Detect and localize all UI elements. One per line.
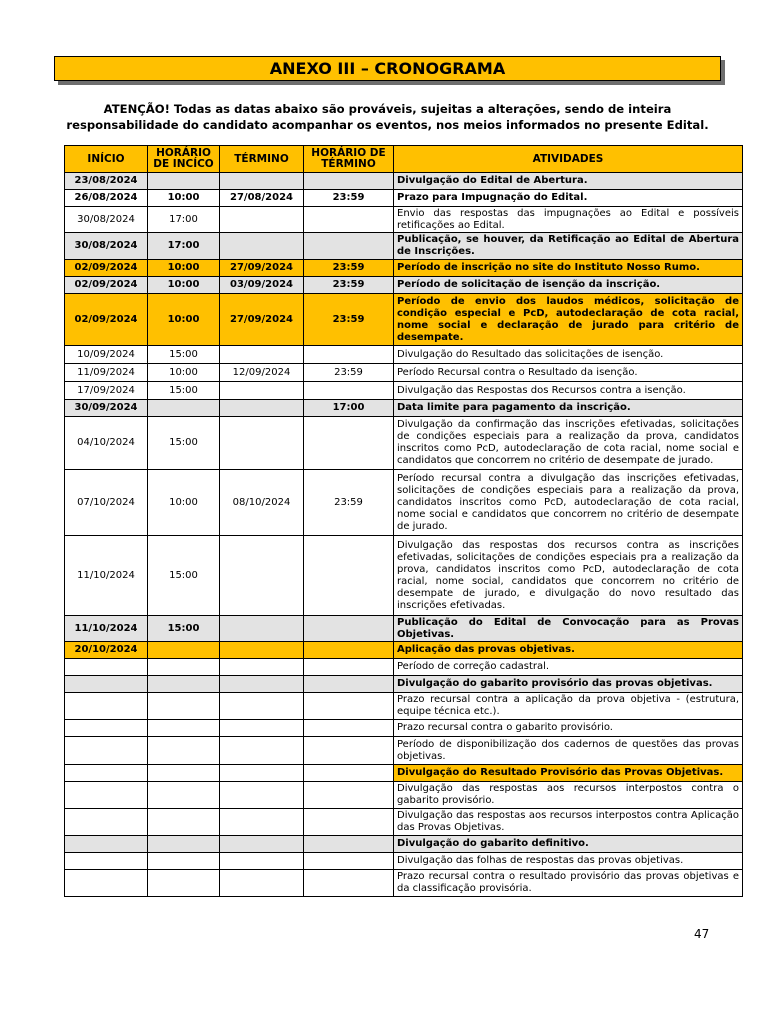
cell-horario-termino [304, 233, 394, 260]
cell-horario-termino [304, 382, 394, 400]
cell-atividade: Divulgação das respostas aos recursos interpostos contra o gabarito provisório. [394, 782, 743, 809]
table-row [65, 173, 743, 190]
cell-horario-inicio: 10:00 [148, 470, 220, 536]
cell-termino [220, 207, 304, 233]
cell-horario-termino: 23:59 [304, 364, 394, 382]
cell-inicio: 11/09/2024 [65, 364, 148, 382]
cell-termino [220, 693, 304, 720]
cell-termino [220, 836, 304, 853]
cell-atividade: Publicação do Edital de Convocação para as Provas Objetivas. [394, 616, 743, 642]
header-atividades: ATIVIDADES [394, 146, 743, 173]
cell-termino: 27/09/2024 [220, 294, 304, 346]
cell-termino [220, 676, 304, 693]
cell-inicio: 26/08/2024 [65, 190, 148, 207]
table-row [65, 207, 743, 233]
table-row [65, 836, 743, 853]
cell-inicio: 30/09/2024 [65, 400, 148, 417]
cell-horario-inicio [148, 173, 220, 190]
table-row [65, 260, 743, 277]
cell-inicio: 11/10/2024 [65, 616, 148, 642]
cell-atividade: Publicação, se houver, da Retificação ao Edital de Abertura de Inscrições. [394, 233, 743, 260]
cell-inicio [65, 737, 148, 765]
cell-atividade: Divulgação do gabarito definitivo. [394, 836, 743, 853]
cell-horario-termino [304, 765, 394, 782]
cell-atividade: Período de correção cadastral. [394, 659, 743, 676]
header-horario-termino: HORÁRIO DE TÉRMINO [304, 146, 394, 173]
cell-termino [220, 782, 304, 809]
cell-inicio [65, 782, 148, 809]
cell-horario-termino [304, 737, 394, 765]
cell-termino: 03/09/2024 [220, 277, 304, 294]
cell-horario-inicio: 15:00 [148, 346, 220, 364]
cell-termino [220, 173, 304, 190]
cell-atividade: Divulgação das folhas de respostas das provas objetivas. [394, 853, 743, 870]
cell-inicio [65, 693, 148, 720]
cell-atividade: Divulgação da confirmação das inscrições efetivadas, solicitações de condições especiais para a realização da prova, candidatos inscritos como PcD, autodeclaração de cota racial, nome social e candidatos que concorrem no critério de desempate de jurado. [394, 417, 743, 470]
cell-horario-inicio: 10:00 [148, 260, 220, 277]
cell-atividade: Divulgação do Resultado das solicitações de isenção. [394, 346, 743, 364]
cell-horario-inicio: 15:00 [148, 382, 220, 400]
cell-atividade: Divulgação das respostas dos recursos contra as inscrições efetivadas, solicitações de condições especiais pra a realização da prova, candidatos inscritos como PcD, autodeclaração de cota racial, nome social, candidatos que concorrem no critério de desempate de jurado, e divulgação do novo resultado das inscrições efetivadas. [394, 536, 743, 616]
table-row [65, 346, 743, 364]
cell-inicio: 02/09/2024 [65, 260, 148, 277]
table-row [65, 400, 743, 417]
table-row [65, 659, 743, 676]
cell-atividade: Divulgação do Edital de Abertura. [394, 173, 743, 190]
cell-termino [220, 737, 304, 765]
cell-atividade: Prazo recursal contra o gabarito provisório. [394, 720, 743, 737]
cell-horario-termino [304, 853, 394, 870]
cell-horario-termino [304, 676, 394, 693]
cell-atividade: Divulgação do Resultado Provisório das Provas Objetivas. [394, 765, 743, 782]
cell-horario-termino [304, 207, 394, 233]
table-row [65, 782, 743, 809]
cell-termino [220, 616, 304, 642]
cell-horario-inicio [148, 853, 220, 870]
cell-termino: 27/09/2024 [220, 260, 304, 277]
table-row [65, 870, 743, 897]
cell-inicio: 20/10/2024 [65, 642, 148, 659]
cell-horario-inicio: 10:00 [148, 190, 220, 207]
cell-atividade: Divulgação das respostas aos recursos interpostos contra Aplicação das Provas Objetivas. [394, 809, 743, 836]
cell-horario-inicio [148, 676, 220, 693]
cell-inicio: 30/08/2024 [65, 207, 148, 233]
cell-atividade: Período de solicitação de isenção da inscrição. [394, 277, 743, 294]
table-row [65, 809, 743, 836]
cell-horario-termino: 23:59 [304, 260, 394, 277]
cell-atividade: Envio das respostas das impugnações ao Edital e possíveis retificações ao Edital. [394, 207, 743, 233]
cell-termino [220, 400, 304, 417]
table-row [65, 233, 743, 260]
cell-termino [220, 346, 304, 364]
cell-horario-termino: 23:59 [304, 277, 394, 294]
cell-horario-inicio [148, 659, 220, 676]
cell-atividade: Prazo para Impugnação do Edital. [394, 190, 743, 207]
cell-atividade: Divulgação do gabarito provisório das provas objetivas. [394, 676, 743, 693]
cell-horario-inicio [148, 836, 220, 853]
cell-termino [220, 809, 304, 836]
cell-horario-termino [304, 720, 394, 737]
page-number: 47 [694, 927, 710, 941]
cell-inicio: 02/09/2024 [65, 277, 148, 294]
table-row [65, 765, 743, 782]
cell-inicio: 10/09/2024 [65, 346, 148, 364]
document-title: ANEXO III – CRONOGRAMA [54, 56, 721, 81]
cell-horario-inicio: 10:00 [148, 364, 220, 382]
table-row [65, 853, 743, 870]
cell-horario-inicio: 15:00 [148, 616, 220, 642]
table-row [65, 737, 743, 765]
cell-horario-inicio [148, 400, 220, 417]
cell-atividade: Prazo recursal contra a aplicação da prova objetiva - (estrutura, equipe técnica etc.). [394, 693, 743, 720]
cell-horario-termino [304, 870, 394, 897]
cell-horario-inicio [148, 870, 220, 897]
table-row [65, 190, 743, 207]
header-termino: TÉRMINO [220, 146, 304, 173]
cell-termino [220, 720, 304, 737]
cell-horario-inicio [148, 737, 220, 765]
cell-horario-inicio: 17:00 [148, 207, 220, 233]
table-row [65, 536, 743, 616]
cell-termino [220, 870, 304, 897]
cell-inicio [65, 809, 148, 836]
cell-horario-inicio [148, 782, 220, 809]
cell-horario-inicio [148, 765, 220, 782]
schedule-table [64, 145, 743, 897]
cell-horario-inicio: 10:00 [148, 294, 220, 346]
table-row [65, 616, 743, 642]
cell-horario-termino [304, 616, 394, 642]
cell-horario-termino: 17:00 [304, 400, 394, 417]
cell-inicio [65, 853, 148, 870]
header-horario-inicio: HORÁRIO DE INCÍCO [148, 146, 220, 173]
header-inicio: INÍCIO [65, 146, 148, 173]
cell-atividade: Período recursal contra a divulgação das inscrições efetivadas, solicitações de condições especiais para a realização da prova, candidatos inscritos como PcD, autodeclaração de cota racial, nome social e candidatos que concorrem no critério de desempate de jurado. [394, 470, 743, 536]
table-row [65, 294, 743, 346]
cell-inicio [65, 676, 148, 693]
cell-termino: 27/08/2024 [220, 190, 304, 207]
cell-atividade: Período de envio dos laudos médicos, solicitação de condição especial e PcD, autodeclaração de cota racial, nome social e declaração de jurado para critério de desempate. [394, 294, 743, 346]
table-row [65, 382, 743, 400]
cell-inicio: 17/09/2024 [65, 382, 148, 400]
cell-horario-termino [304, 809, 394, 836]
cell-horario-termino [304, 417, 394, 470]
cell-inicio [65, 870, 148, 897]
table-row [65, 364, 743, 382]
cell-horario-termino [304, 536, 394, 616]
cell-termino [220, 233, 304, 260]
cell-termino: 08/10/2024 [220, 470, 304, 536]
cell-inicio [65, 659, 148, 676]
cell-termino [220, 659, 304, 676]
cell-horario-termino [304, 693, 394, 720]
cell-termino [220, 642, 304, 659]
cell-inicio: 02/09/2024 [65, 294, 148, 346]
cell-termino: 12/09/2024 [220, 364, 304, 382]
cell-atividade: Período Recursal contra o Resultado da isenção. [394, 364, 743, 382]
cell-termino [220, 853, 304, 870]
cell-inicio: 04/10/2024 [65, 417, 148, 470]
table-header-row [65, 146, 743, 173]
cell-inicio: 23/08/2024 [65, 173, 148, 190]
cell-inicio: 11/10/2024 [65, 536, 148, 616]
cell-horario-inicio: 17:00 [148, 233, 220, 260]
cell-inicio: 07/10/2024 [65, 470, 148, 536]
cell-horario-termino: 23:59 [304, 470, 394, 536]
table-row [65, 720, 743, 737]
cell-horario-termino [304, 836, 394, 853]
cell-horario-inicio: 15:00 [148, 536, 220, 616]
table-row [65, 676, 743, 693]
attention-notice: ATENÇÃO! Todas as datas abaixo são prováveis, sujeitas a alterações, sendo de inteira responsabilidade do candidato acompanhar os eventos, nos meios informados no presente Edital. [66, 102, 709, 132]
table-row [65, 417, 743, 470]
cell-horario-inicio [148, 642, 220, 659]
cell-inicio [65, 836, 148, 853]
cell-atividade: Período de inscrição no site do Instituto Nosso Rumo. [394, 260, 743, 277]
cell-horario-termino [304, 173, 394, 190]
cell-horario-inicio [148, 720, 220, 737]
cell-horario-inicio [148, 693, 220, 720]
cell-termino [220, 382, 304, 400]
cell-atividade: Período de disponibilização dos cadernos de questões das provas objetivas. [394, 737, 743, 765]
cell-horario-termino: 23:59 [304, 190, 394, 207]
cell-horario-inicio: 15:00 [148, 417, 220, 470]
cell-horario-termino [304, 782, 394, 809]
cell-termino [220, 765, 304, 782]
cell-horario-termino: 23:59 [304, 294, 394, 346]
cell-inicio [65, 720, 148, 737]
cell-horario-termino [304, 642, 394, 659]
cell-atividade: Prazo recursal contra o resultado provisório das provas objetivas e da classificação provisória. [394, 870, 743, 897]
cell-inicio [65, 765, 148, 782]
table-row [65, 693, 743, 720]
cell-horario-termino [304, 659, 394, 676]
cell-termino [220, 536, 304, 616]
cell-atividade: Aplicação das provas objetivas. [394, 642, 743, 659]
table-row [65, 642, 743, 659]
cell-horario-inicio [148, 809, 220, 836]
cell-atividade: Data limite para pagamento da inscrição. [394, 400, 743, 417]
cell-horario-inicio: 10:00 [148, 277, 220, 294]
cell-termino [220, 417, 304, 470]
cell-horario-termino [304, 346, 394, 364]
table-row [65, 277, 743, 294]
cell-inicio: 30/08/2024 [65, 233, 148, 260]
cell-atividade: Divulgação das Respostas dos Recursos contra a isenção. [394, 382, 743, 400]
table-row [65, 470, 743, 536]
